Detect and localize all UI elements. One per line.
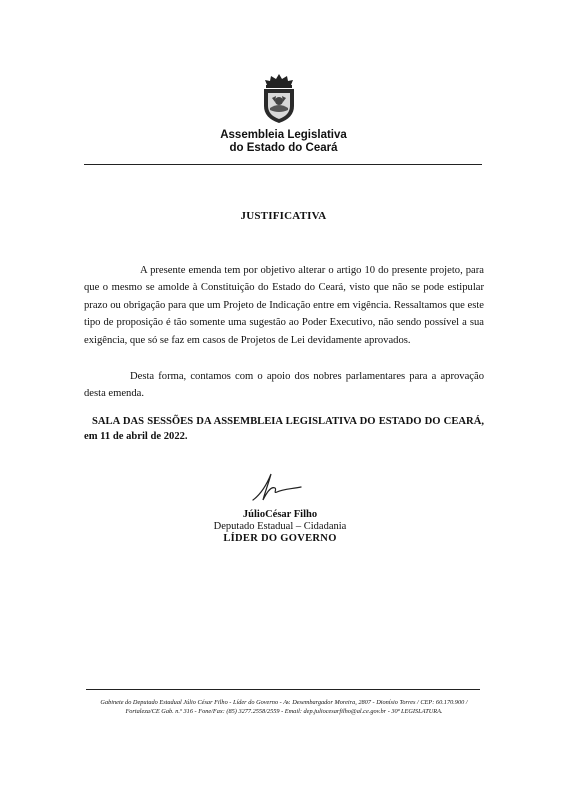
org-name-line2: do Estado do Ceará: [229, 142, 338, 154]
state-coat-of-arms-icon: [259, 72, 299, 124]
handwritten-signature-icon: [247, 470, 307, 506]
session-date-line: SALA DAS SESSÕES DA ASSEMBLEIA LEGISLATIVA DO ESTADO DO CEARÁ, em 11 de abril de 2022.: [84, 416, 484, 442]
header-divider: [84, 164, 482, 165]
closing-paragraph: Desta forma, contamos com o apoio dos nobres parlamentares para a aprovação desta emenda.: [84, 371, 484, 400]
signer-name: JúlioCésar Filho: [242, 509, 318, 520]
justification-paragraph: A presente emenda tem por objetivo alterar o artigo 10 do presente projeto, para que o mesmo se amolde à Constituição do Estado do Ceará, visto que não se pode estipular prazo ou obrigação para que um Projeto de Indicação entre em vigência. Ressaltamos que este tipo de proposição é tão somente uma sugestão ao Poder Executivo, não sendo possível a sua exigência, que só se faz em casos de Projetos de Lei devidamente aprovados.: [84, 265, 484, 346]
signer-title: LÍDER DO GOVERNO: [223, 533, 337, 544]
signer-role: Deputado Estadual – Cidadania: [213, 521, 347, 532]
footer-divider: [86, 689, 480, 690]
footer-address: Gabinete do Deputado Estadual Júlio César Filho - Líder do Governo - Av. Desembargador Moreira, 2807 - Dionísio Torres / CEP: 60.170.900 / Fortaleza/CE Gab. n.º 316 - Fone/Fax: (85) 3277.2558/2559 - Email: dep.juliocesarfilho@al.ce.gov.br - 30ª LEGISLATURA.: [100, 699, 468, 715]
page-title: JUSTIFICATIVA: [240, 210, 327, 222]
org-name-line1: Assembleia Legislativa: [220, 129, 347, 141]
